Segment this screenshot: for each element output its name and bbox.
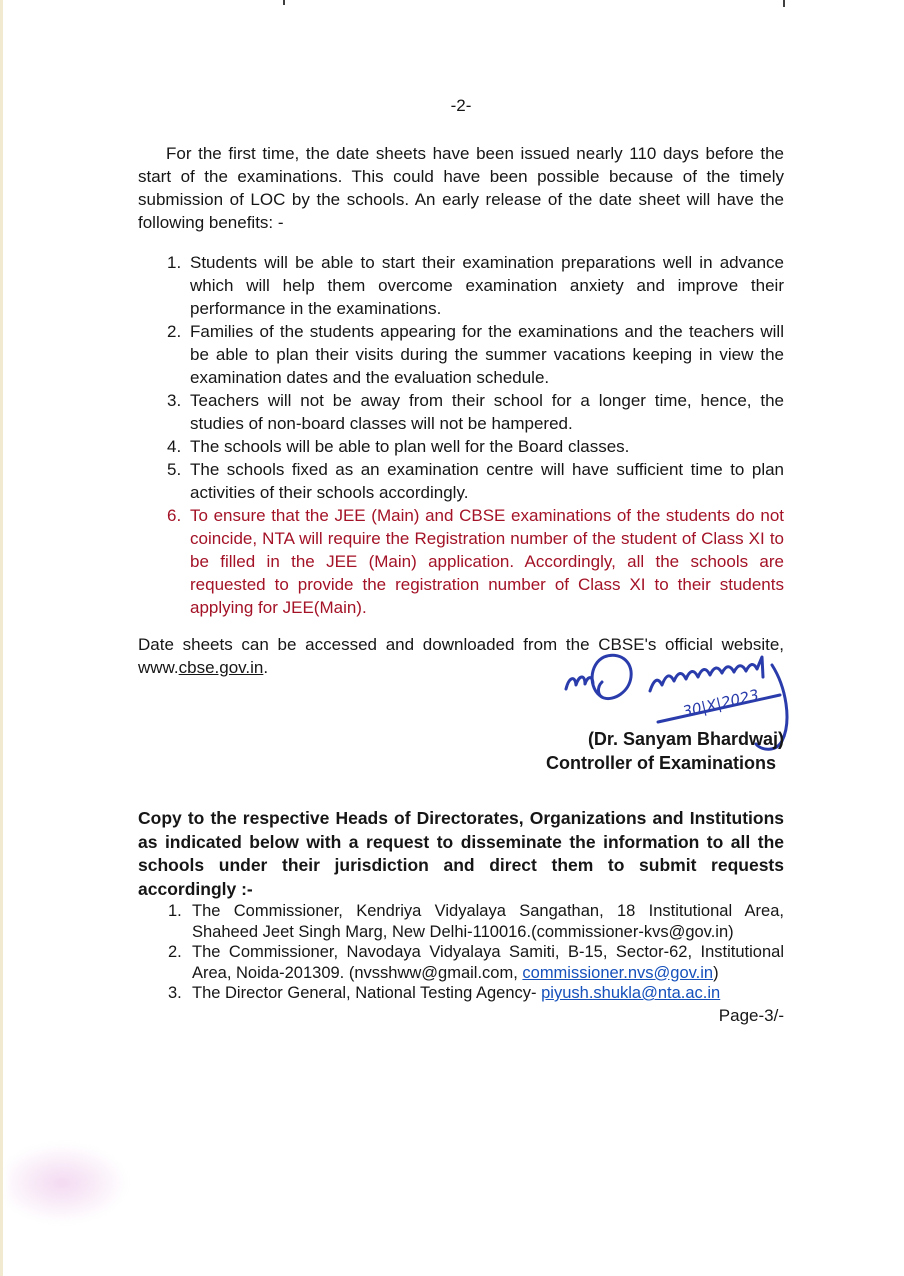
list-item-number: 2. (168, 943, 182, 961)
list-item-number: 2. (167, 322, 182, 341)
list-item-text: The schools fixed as an examination centre will have sufficient time to plan activities of their schools accordingly. (190, 460, 784, 502)
list-item-number: 6. (167, 506, 182, 525)
list-item-text: The schools will be able to plan well for the Board classes. (190, 437, 630, 456)
list-item-number: 5. (167, 460, 182, 479)
list-item-highlighted-red (138, 504, 784, 619)
signatory-title: Controller of Examinations (545, 753, 776, 773)
copy-to-heading: Copy to the respective Heads of Directorates, Organizations and Institutions as indicated below with a request to disseminate the information to all the schools under their jurisdiction and direct them to submit requests accordingly :- (138, 808, 784, 899)
list-item-number: 3. (168, 984, 182, 1002)
email-link[interactable]: piyush.shukla@nta.ac.in (541, 984, 721, 1002)
list-item-text (192, 942, 784, 983)
list-item-text: Families of the students appearing for the examinations and the teachers will be able to plan their visits during the summer vacations keeping in view the examination dates and the evaluation schedule. (190, 322, 784, 387)
signature-block (138, 679, 784, 783)
list-item-number: 1. (168, 902, 182, 920)
signature-stroke (592, 655, 631, 698)
scan-tick-artifact (283, 0, 285, 5)
list-item (138, 435, 784, 458)
list-item-text (192, 983, 784, 1004)
signature-date: 30|X|2023 (680, 685, 761, 721)
recipient-text: The Director General, National Testing Agency- (192, 984, 542, 1002)
list-item-text (192, 901, 784, 942)
page-footer: Page-3/- (718, 1005, 784, 1025)
list-item (138, 458, 784, 504)
benefits-list (138, 251, 784, 619)
scan-tick-artifact (783, 0, 785, 7)
list-item-number: 3. (167, 391, 182, 410)
scan-smudge-artifact (8, 1143, 128, 1223)
recipients-list (138, 901, 784, 1004)
signature-stroke (566, 677, 593, 689)
email-link[interactable]: commissioner.nvs@gov.in (522, 963, 714, 982)
list-item (138, 389, 784, 435)
cbse-website-link[interactable]: cbse.gov.in (178, 658, 264, 677)
list-item-number: 4. (167, 437, 182, 456)
list-item-text: To ensure that the JEE (Main) and CBSE examinations of the students do not coincide, NTA will require the Registration number of the student of Class XI to be filled in the JEE (Main) application. Accordingly, all the schools are requested to provide the registration number of Class XI to their students applying for JEE(Main). (190, 506, 784, 617)
scan-edge-artifact (0, 0, 3, 1276)
list-item (138, 901, 784, 942)
letter-body (138, 96, 784, 1026)
intro-paragraph: For the first time, the date sheets have been issued nearly 110 days before the start of the examinations. This could have been possible because of the timely submission of LOC by the schools. An early release of the date sheet will have the following benefits: - (138, 144, 784, 232)
list-item (138, 983, 784, 1004)
signatory-name: (Dr. Sanyam Bhardwaj) (587, 729, 784, 749)
closing-text: Date sheets can be accessed and downloaded from the CBSE's official website, www. (138, 635, 784, 677)
list-item-text: Students will be able to start their examination preparations well in advance which will help them overcome examination anxiety and improve their performance in the examinations. (190, 253, 784, 318)
signature-stroke (650, 657, 763, 691)
list-item (138, 251, 784, 320)
page-number: -2- (450, 96, 472, 115)
list-item-text: Teachers will not be away from their school for a longer time, hence, the studies of non-board classes will not be hampered. (190, 391, 784, 433)
closing-text-end: . (263, 658, 269, 677)
recipient-text: The Commissioner, Navodaya Vidyalaya Samiti, B-15, Sector-62, Institutional Area, Noida-201309. (nvsshww@gmail.com, (192, 943, 784, 982)
list-item (138, 320, 784, 389)
recipient-text: The Commissioner, Kendriya Vidyalaya Sangathan, 18 Institutional Area, Shaheed Jeet Singh Marg, New Delhi-110016.(commissioner-kvs@gov.in) (192, 902, 784, 941)
list-item (138, 942, 784, 983)
list-item-number: 1. (167, 253, 182, 272)
recipient-text-end: ) (713, 963, 719, 982)
